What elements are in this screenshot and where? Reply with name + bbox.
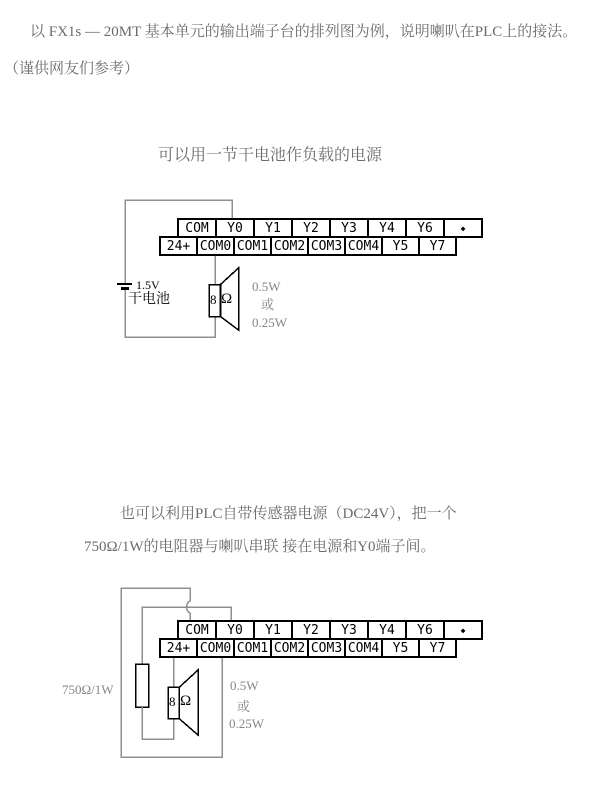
diagram2-desc-line2: 750Ω/1W的电阻器与喇叭串联 接在电源和Y0端子间。 <box>84 539 436 555</box>
terminal-cell: COM4 <box>344 236 383 256</box>
intro-line-1: 以 FX1s — 20MT 基本单元的输出端子台的排列图为例，说明喇叭在PLC上的接法。 <box>30 24 578 40</box>
speaker-impedance-value: 8 <box>210 292 217 307</box>
battery-name-label: 干电池 <box>128 292 170 307</box>
speaker-impedance-unit: Ω <box>221 291 233 307</box>
terminal-cell: Y1 <box>253 620 293 640</box>
terminal-cell: COM2 <box>270 638 309 658</box>
terminal-cell: Y3 <box>329 620 369 640</box>
terminal-cell-diamond-icon: ◆ <box>443 620 483 640</box>
terminal-cell: COM0 <box>196 638 235 658</box>
speaker-power-option1: 0.5W <box>230 678 259 693</box>
terminal-cell: Y4 <box>367 218 407 238</box>
terminal-cell: COM1 <box>233 236 272 256</box>
resistor-icon <box>136 664 149 707</box>
terminal-cell: Y7 <box>418 236 457 256</box>
battery-voltage-label: 1.5V <box>136 278 160 292</box>
terminal-cell: Y2 <box>291 218 331 238</box>
intro-line-2: （谨供网友们参考） <box>4 61 140 77</box>
speaker-power-option2: 0.25W <box>229 716 265 731</box>
terminal-cell: Y0 <box>215 620 255 640</box>
terminal-cell: COM4 <box>344 638 383 658</box>
terminal-cell: COM3 <box>307 236 346 256</box>
diagram1-terminal-bottom-row <box>159 236 457 256</box>
terminal-cell: Y3 <box>329 218 369 238</box>
diagram1-title: 可以用一节干电池作负载的电源 <box>158 147 383 164</box>
terminal-cell: Y5 <box>381 638 420 658</box>
terminal-cell: COM2 <box>270 236 309 256</box>
speaker-power-option1: 0.5W <box>252 279 281 294</box>
terminal-cell: COM3 <box>307 638 346 658</box>
terminal-cell-diamond-icon: ◆ <box>443 218 483 238</box>
terminal-cell: Y6 <box>405 218 445 238</box>
terminal-cell: COM <box>177 620 217 640</box>
speaker-impedance-unit: Ω <box>180 693 192 709</box>
diagram2-terminal-bottom-row <box>159 638 457 658</box>
terminal-cell: COM0 <box>196 236 235 256</box>
terminal-cell: COM <box>177 218 217 238</box>
terminal-cell: Y4 <box>367 620 407 640</box>
terminal-cell: Y7 <box>418 638 457 658</box>
terminal-cell: COM1 <box>233 638 272 658</box>
diagram2-terminal-top-row <box>177 620 483 640</box>
terminal-cell: 24+ <box>159 236 198 256</box>
terminal-cell: 24+ <box>159 638 198 658</box>
terminal-cell: Y6 <box>405 620 445 640</box>
terminal-cell: Y2 <box>291 620 331 640</box>
terminal-cell: Y0 <box>215 218 255 238</box>
speaker-power-option2: 0.25W <box>252 315 288 330</box>
diagram1-terminal-top-row <box>177 218 483 238</box>
diagram2-desc-line1: 也可以利用PLC自带传感器电源（DC24V），把一个 <box>120 506 457 522</box>
resistor-value-label: 750Ω/1W <box>62 682 114 697</box>
speaker-power-or: 或 <box>261 297 275 312</box>
terminal-cell: Y1 <box>253 218 293 238</box>
speaker-power-or: 或 <box>237 699 251 714</box>
speaker-impedance-value: 8 <box>169 694 176 709</box>
terminal-cell: Y5 <box>381 236 420 256</box>
